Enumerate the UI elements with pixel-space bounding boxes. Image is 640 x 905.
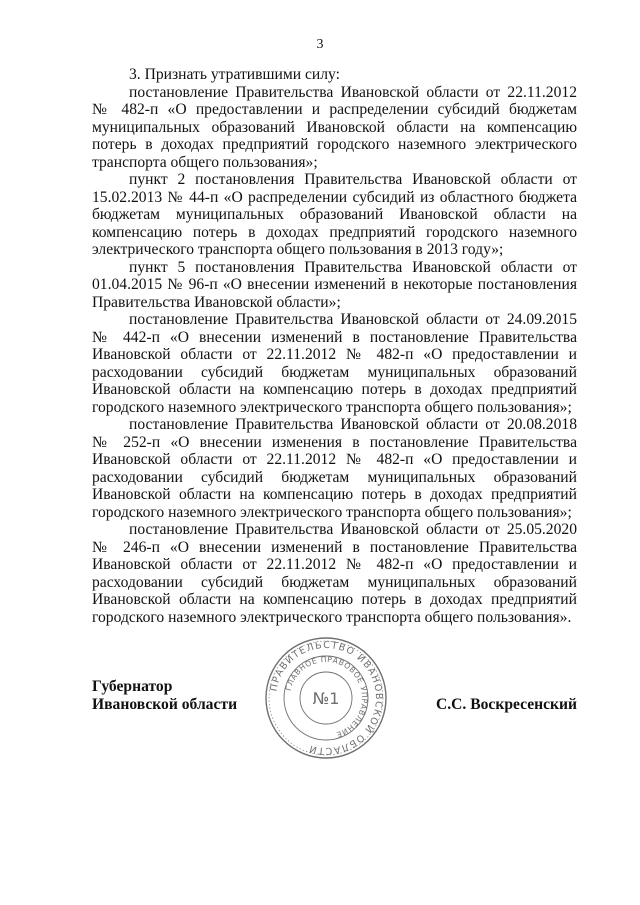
signatory-name: С.С. Воскресенский <box>436 695 577 713</box>
official-seal <box>261 633 391 763</box>
seal-graphic <box>261 633 391 763</box>
repealed-act-paragraph: постановление Правительства Ивановской области от 20.08.2018 № 252-п «О внесении изменения в постановление Правительства Ивановской области от 22.11.2012 № 482-п «О предоставлении и расходовании субсидий бюджетам муниципальных образований Ивановской области на компенсацию потерь в доходах предприятий городского наземного электрического транспорта общего пользования»; <box>92 416 577 521</box>
repealed-act-paragraph: пункт 2 постановления Правительства Ивановской области от 15.02.2013 № 44-п «О распределении субсидий из областного бюджета бюджетам муниципальных образований Ивановской области на компенсацию потерь в доходах предприятий городского наземного электрического транспорта общего пользования в 2013 году»; <box>92 171 577 258</box>
repealed-act-paragraph: постановление Правительства Ивановской области от 25.05.2020 № 246-п «О внесении изменений в постановление Правительства Ивановской области от 22.11.2012 № 482-п «О предоставлении и расходовании субсидий бюджетам муниципальных образований Ивановской области на компенсацию потерь в доходах предприятий городского наземного электрического транспорта общего пользования». <box>92 521 577 626</box>
signatory-position <box>92 678 237 713</box>
signatory-region: Ивановской области <box>92 695 238 713</box>
seal-outer-text: ПРАВИТЕЛЬСТВО ИВАНОВСКОЙ ОБЛАСТИ <box>268 639 385 757</box>
signatory-title: Губернатор <box>92 678 173 695</box>
seal-inner-text: ГЛАВНОЕ ПРАВОВОЕ УПРАВЛЕНИЕ <box>283 654 370 740</box>
page-number: 3 <box>316 37 324 52</box>
document-body <box>92 66 577 626</box>
repealed-act-paragraph: пункт 5 постановления Правительства Ивановской области от 01.04.2015 № 96-п «О внесении изменений в некоторые постановления Правительства Ивановской области»; <box>92 258 577 311</box>
section-heading: 3. Признать утратившими силу: <box>129 66 340 83</box>
seal-number: №1 <box>312 689 340 708</box>
repealed-act-paragraph: постановление Правительства Ивановской области от 22.11.2012 № 482-п «О предоставлении и распределении субсидий бюджетам муниципальных образований Ивановской области на компенсацию потерь в доходах предприятий городского наземного электрического транспорта общего пользования»; <box>92 83 577 171</box>
repealed-act-paragraph: постановление Правительства Ивановской области от 24.09.2015 № 442-п «О внесении изменений в постановление Правительства Ивановской области от 22.11.2012 № 482-п «О предоставлении и расходовании субсидий бюджетам муниципальных образований Ивановской области на компенсацию потерь в доходах предприятий городского наземного электрического транспорта общего пользования»; <box>92 311 577 416</box>
